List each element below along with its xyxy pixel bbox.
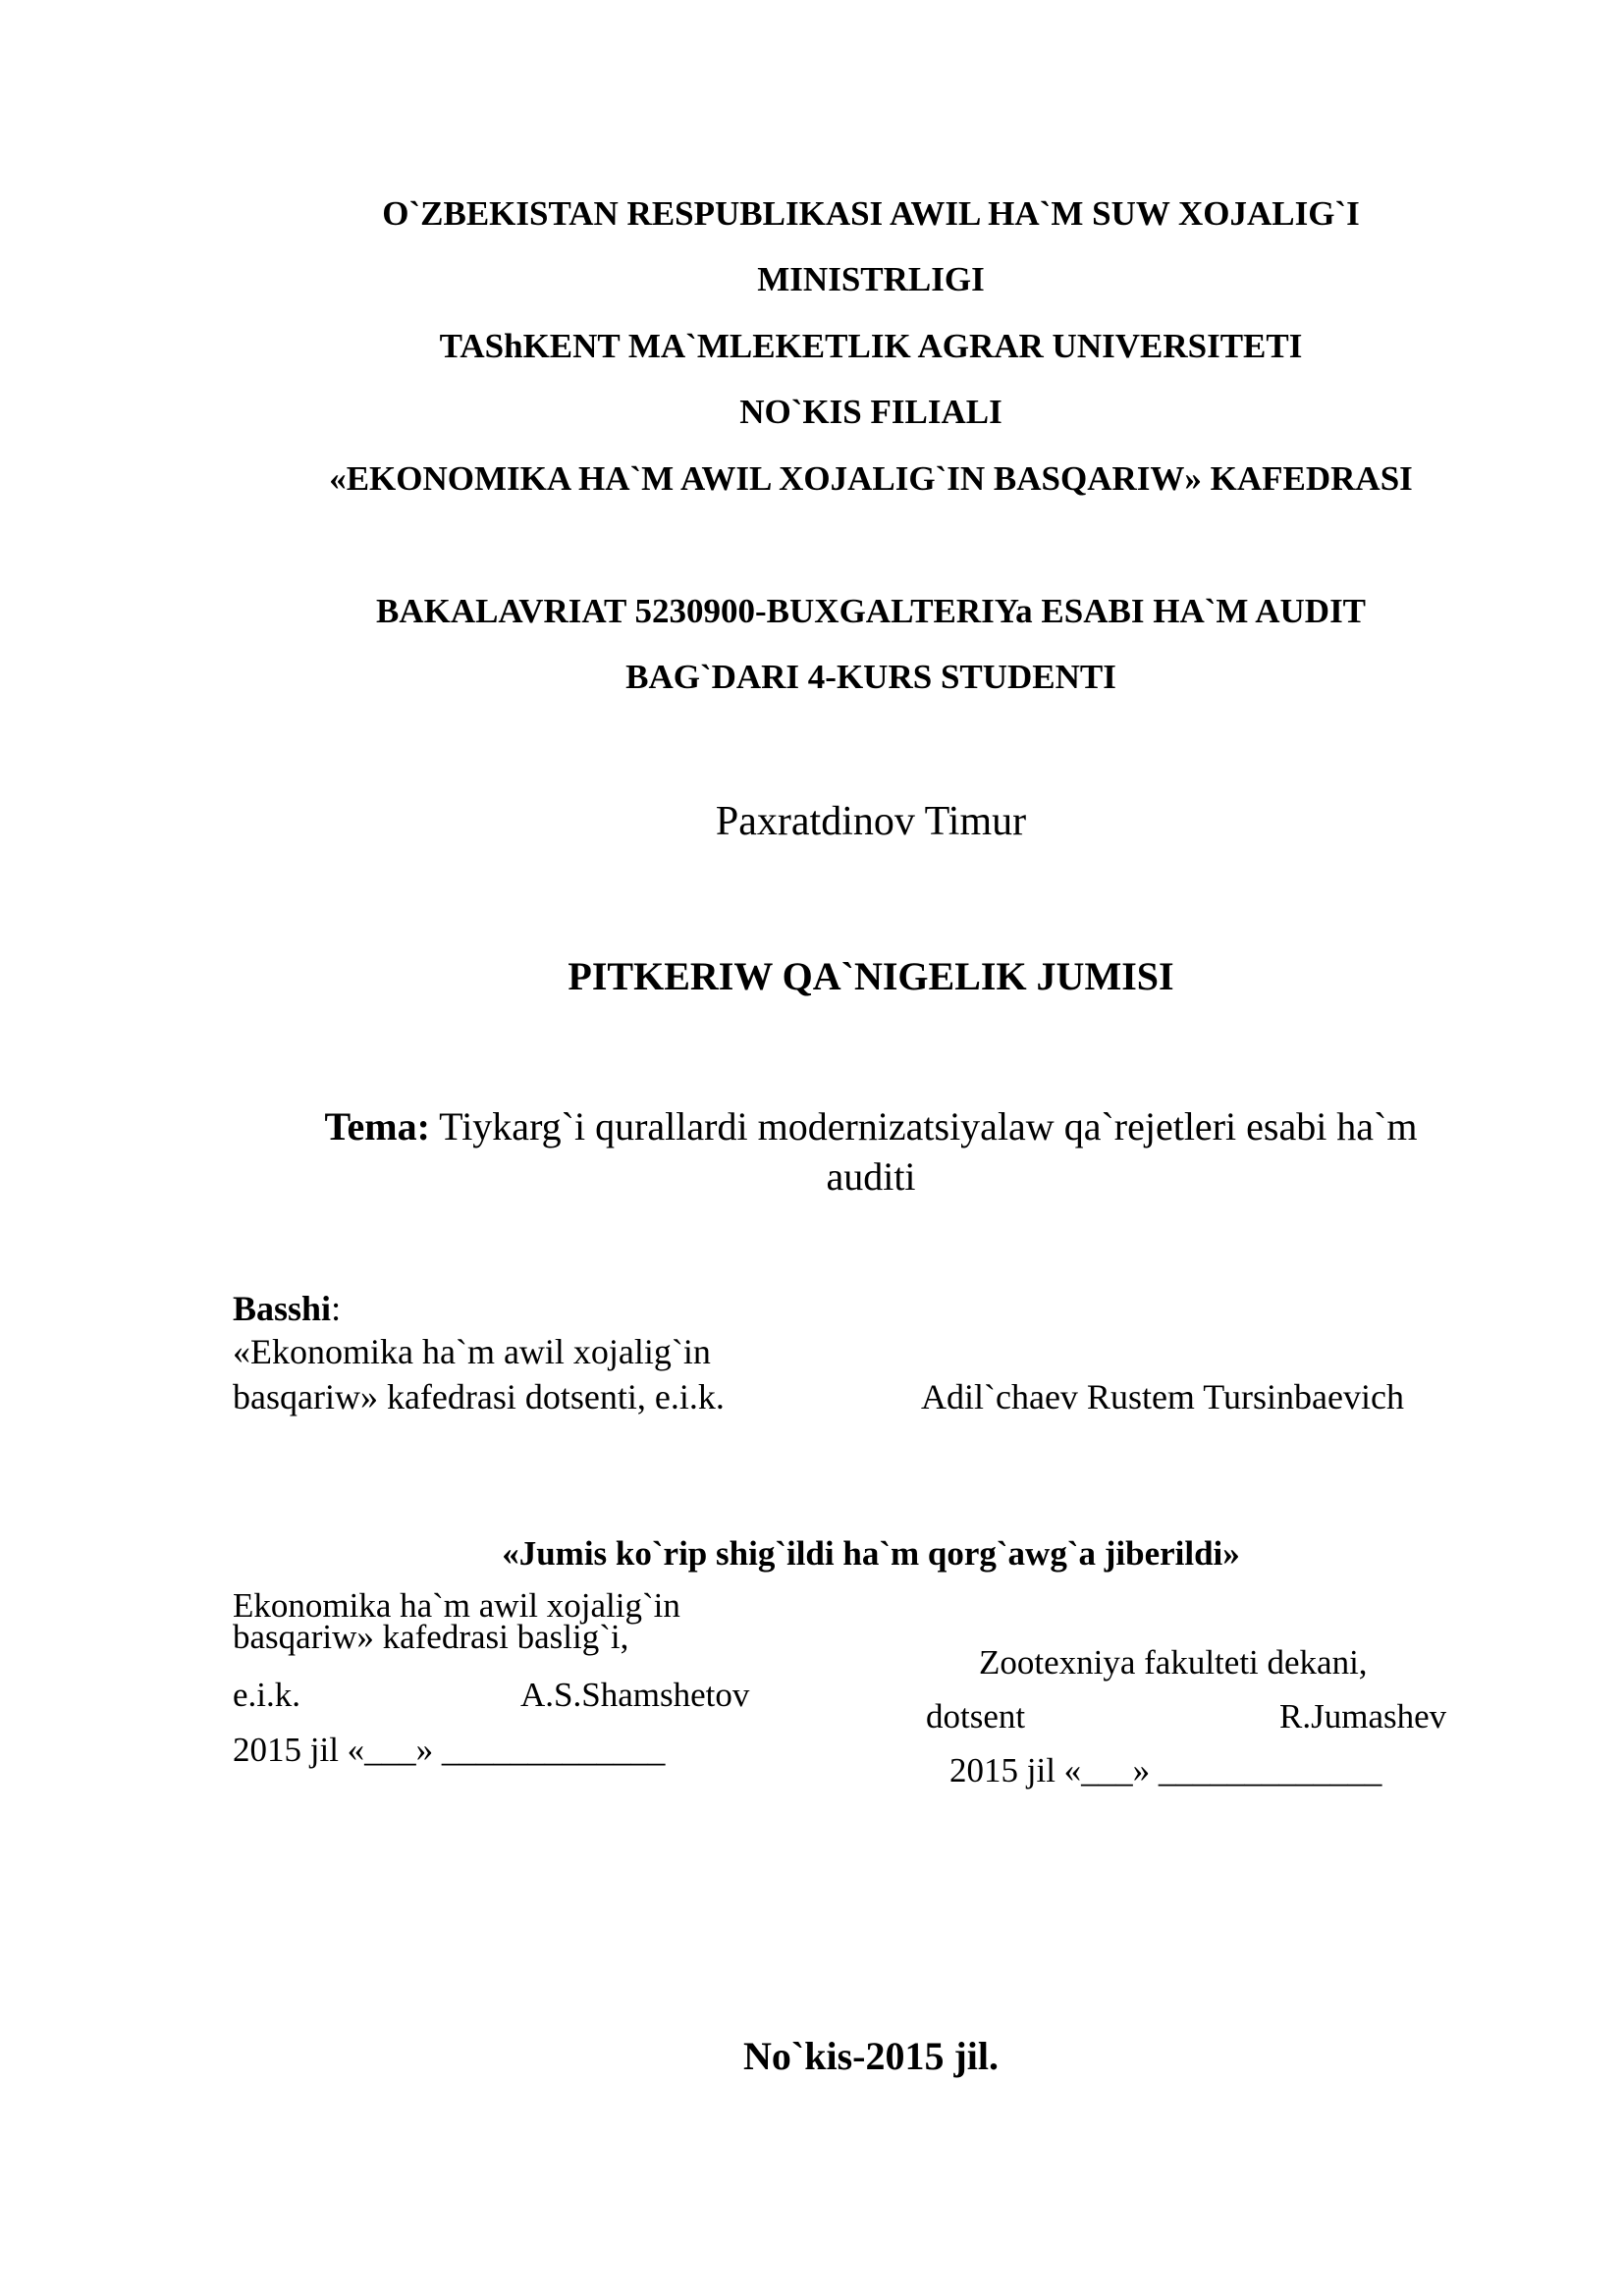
approval-heading: «Jumis ko`rip shig`ildi ha`m qorg`awg`a jiberildi»	[502, 1534, 1240, 1573]
supervisor-label: Basshi	[233, 1289, 332, 1328]
work-type-title: PITKERIW QA`NIGELIK JUMISI	[568, 954, 1174, 998]
branch-title: NO`KIS FILIALI	[739, 393, 1002, 431]
student-name: Paxratdinov Timur	[715, 799, 1027, 844]
topic-line1	[233, 1104, 1509, 1149]
program-line1: BAKALAVRIAT 5230900-BUXGALTERIYa ESABI HA`M AUDIT	[375, 592, 1367, 630]
topic-line2: auditi	[826, 1154, 916, 1199]
ministry-title-line1: O`ZBEKISTAN RESPUBLIKASI AWIL HA`M SUW XOJALIG`I	[382, 194, 1360, 233]
supervisor-colon: :	[331, 1289, 342, 1328]
approval-left-name: A.S.Shamshetov	[520, 1676, 750, 1714]
approval-left-degree: e.i.k.	[233, 1676, 301, 1714]
approval-right-title: dotsent	[926, 1697, 1026, 1735]
supervisor-role-line1: «Ekonomika ha`m awil xojalig`in	[233, 1332, 711, 1371]
department-title: «EKONOMIKA HA`M AWIL XOJALIG`IN BASQARIW» KAFEDRASI	[329, 459, 1413, 498]
approval-right-line1: Zootexniya fakulteti dekani,	[979, 1643, 1368, 1682]
footer-place-year: No`kis-2015 jil.	[743, 2034, 999, 2078]
approval-left-line1: Ekonomika ha`m awil xojalig`in	[233, 1586, 680, 1625]
program-line2: BAG`DARI 4-KURS STUDENTI	[625, 658, 1116, 696]
ministry-title-line2: MINISTRLIGI	[757, 260, 985, 298]
approval-right-name: R.Jumashev	[1279, 1697, 1447, 1735]
topic-text: Tiykarg`i qurallardi modernizatsiyalaw qa`rejetleri esabi ha`m	[429, 1104, 1418, 1148]
approval-left-line2: basqariw» kafedrasi baslig`i,	[233, 1618, 629, 1656]
supervisor-name: Adil`chaev Rustem Tursinbaevich	[921, 1377, 1404, 1416]
supervisor-label-line	[233, 1289, 341, 1328]
approval-right-date: 2015 jil «___» _____________	[949, 1751, 1382, 1789]
supervisor-role-line2: basqariw» kafedrasi dotsenti, e.i.k.	[233, 1377, 725, 1416]
university-title: TAShKENT MA`MLEKETLIK AGRAR UNIVERSITETI	[439, 327, 1303, 365]
approval-left-date: 2015 jil «___» _____________	[233, 1731, 666, 1769]
topic-label: Tema:	[324, 1104, 430, 1148]
